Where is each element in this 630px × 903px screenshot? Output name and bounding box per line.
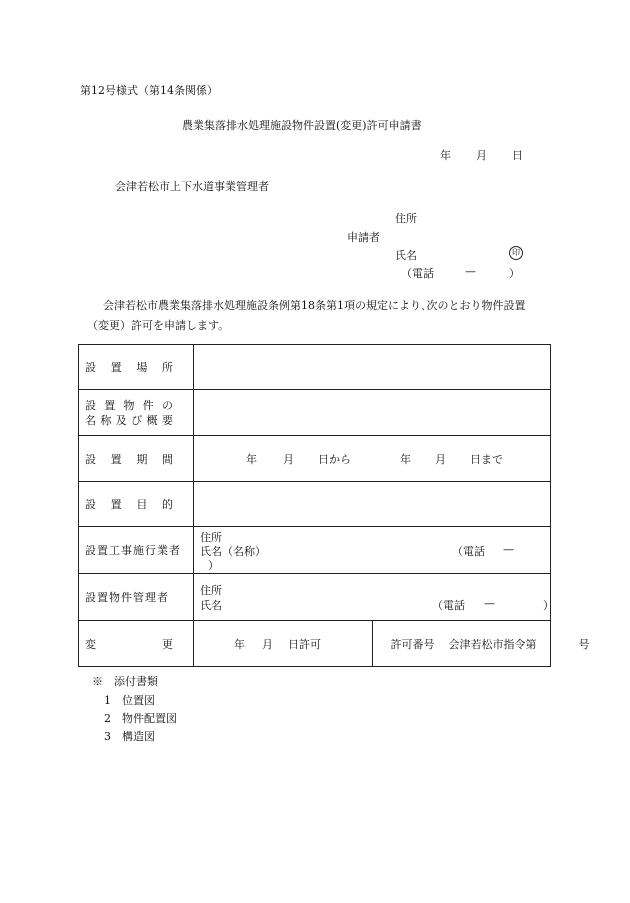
manager-phone-open: （電話 xyxy=(432,599,465,612)
applicant-phone-close: ） xyxy=(509,267,520,280)
manager-label: 設置物件管理者 xyxy=(79,574,194,621)
change-label: 変 更 xyxy=(79,621,194,667)
addressee: 会津若松市上下水道事業管理者 xyxy=(115,180,269,193)
location-label: 設 置 場 所 xyxy=(79,345,194,390)
purpose-value[interactable] xyxy=(194,482,551,527)
period-label: 設 置 期 間 xyxy=(79,436,194,482)
manager-address-label: 住所 xyxy=(200,584,222,597)
row-manager xyxy=(79,574,551,621)
contractor-name-label: 氏名（名称） xyxy=(200,545,266,558)
permit-number-label: 許可番号 xyxy=(390,638,435,651)
row-contractor xyxy=(79,527,551,574)
date-month: 月 xyxy=(476,149,487,162)
period-value[interactable] xyxy=(194,436,551,482)
applicant-phone-dash: — xyxy=(465,265,476,278)
attachment-item: 1 位置図 xyxy=(104,694,155,707)
row-purpose xyxy=(79,482,551,527)
period-year-2: 年 xyxy=(400,453,411,466)
period-month-1: 月 xyxy=(283,453,294,466)
contractor-phone-close: ） xyxy=(208,559,219,572)
period-day-from: 日から xyxy=(318,453,351,466)
application-table xyxy=(78,344,590,667)
object-value[interactable] xyxy=(194,390,551,436)
document-title: 農業集落排水処理施設物件設置(変更)許可申請書 xyxy=(182,119,422,132)
date-day: 日 xyxy=(512,149,523,162)
location-value[interactable] xyxy=(194,345,551,390)
period-year-1: 年 xyxy=(246,453,257,466)
row-location xyxy=(79,345,551,390)
contractor-phone-dash: — xyxy=(503,543,514,556)
period-month-2: 月 xyxy=(435,453,446,466)
row-object xyxy=(79,390,551,436)
contractor-phone-open: （電話 xyxy=(452,545,485,558)
change-date-cell[interactable] xyxy=(194,621,373,667)
contractor-label: 設置工事施行業者 xyxy=(79,527,194,574)
attachment-item: 2 物件配置図 xyxy=(104,712,177,725)
body-text-line1: 会津若松市農業集落排水処理施設条例第18条第1項の規定により､次のとおり物件設置 xyxy=(103,299,526,312)
date-year: 年 xyxy=(440,149,451,162)
permit-designation: 会津若松市指令第 xyxy=(448,638,537,651)
row-change xyxy=(79,621,551,667)
attachment-item: 3 構造図 xyxy=(104,730,155,743)
applicant-label: 申請者 xyxy=(347,231,380,244)
applicant-phone-open: （電話 xyxy=(401,267,434,280)
change-year: 年 xyxy=(234,638,245,651)
change-month: 月 xyxy=(262,638,273,651)
change-permit-cell[interactable] xyxy=(372,621,590,667)
manager-name-label: 氏名 xyxy=(200,599,222,612)
applicant-name-label: 氏名 xyxy=(395,249,417,262)
attachments-header: ※ 添付書類 xyxy=(92,675,158,688)
manager-value[interactable] xyxy=(194,574,554,621)
applicant-address-label: 住所 xyxy=(395,212,417,225)
object-label: 設 置 物 件 の 名 称 及 び 概 要 xyxy=(79,390,194,436)
permit-go: 号 xyxy=(578,638,590,651)
change-day-permit: 日許可 xyxy=(288,638,321,651)
manager-phone-dash: — xyxy=(484,597,495,610)
contractor-address-label: 住所 xyxy=(200,531,222,544)
period-day-until: 日まで xyxy=(470,453,503,466)
purpose-label: 設 置 目 的 xyxy=(79,482,194,527)
manager-phone-close: ） xyxy=(543,599,554,612)
seal-mark: 印 xyxy=(509,246,523,260)
contractor-value[interactable] xyxy=(194,527,551,574)
row-period xyxy=(79,436,551,482)
body-text-line2: （変更）許可を申請します。 xyxy=(87,319,230,332)
form-number: 第12号様式（第14条関係） xyxy=(80,84,218,97)
